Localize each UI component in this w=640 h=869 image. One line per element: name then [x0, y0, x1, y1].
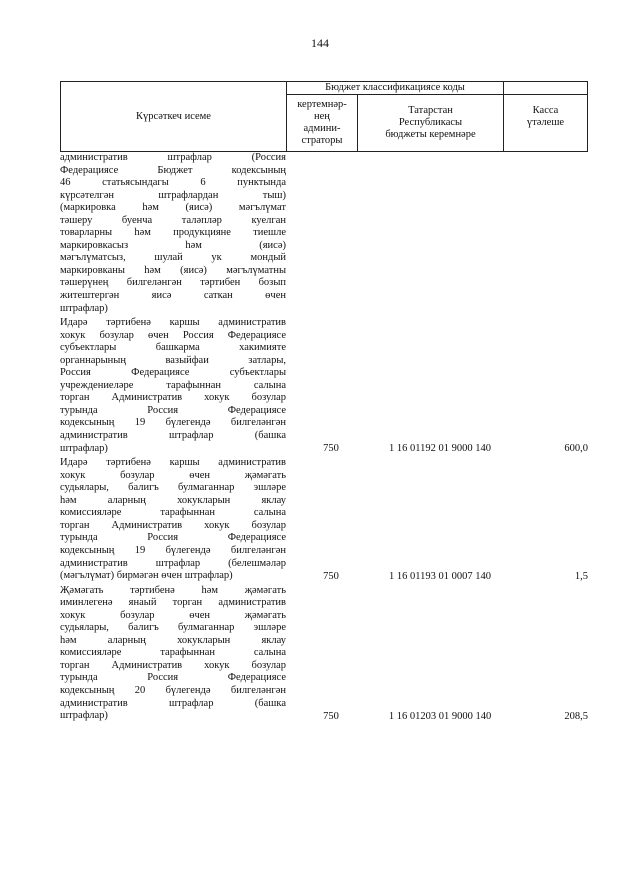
- table-row: [60, 457, 588, 584]
- indicator-name-line: кодексының 19 бүлегендә билгеләнгән: [60, 544, 286, 556]
- indicator-name-line: Җәмәгать тәртибенә һәм җәмәгать: [60, 584, 286, 596]
- indicator-name-line: һәм аларның хокукларын яклау: [60, 494, 286, 506]
- indicator-name-line: кодексының 20 бүлегендә билгеләнгән: [60, 684, 286, 696]
- indicator-name-line: Россия Федерациясе субъектлары: [60, 367, 286, 379]
- indicator-name: [60, 317, 286, 457]
- indicator-name-line: товарларны һәм продукцияне тиешле: [60, 227, 286, 239]
- indicator-name-line: административ штрафлар (башка: [60, 430, 286, 442]
- indicator-name-line: күрсәтелгән штрафлардан тыш): [60, 189, 286, 201]
- indicator-name-line: штрафлар): [60, 302, 108, 314]
- admin-code: 750: [323, 570, 339, 582]
- header-col-amount: Касса үтәлеше: [526, 104, 565, 128]
- indicator-name-line: иминлегенә янаый торган административ: [60, 597, 286, 609]
- indicator-name-line: субъектлары башкарма хакимияте: [60, 342, 286, 354]
- indicator-name-line: тәшеру буенча таләпләр куелган: [60, 214, 286, 226]
- indicator-name-line: кодексының 19 бүлегендә билгеләнгән: [60, 417, 286, 429]
- indicator-name-line: органнарының вазыйфаи затлары,: [60, 354, 286, 366]
- budget-revenue-code: 1 16 01192 01 9000 140: [389, 443, 491, 455]
- table-row: [60, 317, 588, 457]
- indicator-name-line: Федерациясе Бюджет кодексының: [60, 164, 286, 176]
- table-header: [60, 81, 588, 151]
- budget-revenue-code: 1 16 01203 01 9000 140: [388, 710, 492, 722]
- table-row: [60, 152, 588, 317]
- indicator-name-line: судьялары, балигъ булмаганнар эшләре: [60, 622, 286, 634]
- indicator-name-line: хокук бозулар өчен җәмәгать: [60, 469, 286, 481]
- indicator-name-line: учреждениеләре тарафыннан салына: [60, 379, 286, 391]
- header-group-title: Бюджет классификациясе коды: [325, 82, 465, 93]
- indicator-name-line: Идарә тәртибенә каршы административ: [60, 457, 286, 469]
- indicator-name-line: һәм аларның хокукларын яклау: [60, 634, 286, 646]
- indicator-name-line: торган Административ хокук бозулар: [60, 392, 286, 404]
- indicator-name-line: административ штрафлар (белешмәләр: [60, 557, 286, 569]
- indicator-name-line: маркировкасыз һәм (яисә): [60, 239, 286, 251]
- indicator-name-line: торган Административ хокук бозулар: [60, 659, 286, 671]
- indicator-name-line: (мәгълүмат) бирмәгән өчен штрафлар): [60, 570, 233, 582]
- budget-revenue-code: 1 16 01193 01 0007 140: [389, 570, 491, 582]
- indicator-name-line: комиссияләре тарафыннан салына: [60, 647, 286, 659]
- indicator-name-line: турында Россия Федерациясе: [60, 404, 286, 416]
- cash-execution-amount: 1,5: [574, 570, 588, 582]
- cash-execution-amount: 600,0: [564, 443, 588, 455]
- admin-code: 750: [323, 443, 339, 455]
- indicator-name-line: хокук бозулар өчен җәмәгать: [60, 609, 286, 621]
- indicator-name-line: штрафлар): [60, 710, 108, 722]
- header-col-name: Күрсәткеч исеме: [136, 110, 211, 122]
- indicator-name-line: судьялары, балигъ булмаганнар эшләре: [60, 482, 286, 494]
- header-col-budget: Татарстан Республикасы бюджеты керемнәре: [385, 105, 476, 140]
- cash-execution-amount: 208,5: [564, 710, 588, 722]
- indicator-name-line: 46 статьясындагы 6 пунктында: [60, 177, 286, 189]
- indicator-name-line: комиссияләре тарафыннан салына: [60, 507, 286, 519]
- table-row: [60, 585, 588, 725]
- indicator-name-line: тәшерүнең билгеләнгән тәртибен бозып: [60, 277, 286, 289]
- page-number: 144: [311, 36, 329, 50]
- header-right-border: [587, 81, 588, 152]
- indicator-name: [60, 152, 286, 317]
- indicator-name-line: житештергән яисә саткан өчен: [60, 290, 286, 302]
- indicator-name-line: Идарә тәртибенә каршы административ: [60, 317, 286, 329]
- indicator-name-line: мәгълүматсыз, шулай ук мондый: [60, 252, 286, 264]
- indicator-name-line: (маркировка һәм (яисә) мәгълүмат: [60, 202, 286, 214]
- indicator-name-line: административ штрафлар (башка: [60, 697, 286, 709]
- indicator-name-line: штрафлар): [60, 442, 108, 454]
- header-col-admin: кертемнәр- нең админи- страторы: [297, 99, 347, 146]
- indicator-name-line: административ штрафлар (Россия: [60, 152, 286, 163]
- indicator-name: [60, 457, 286, 584]
- indicator-name-line: торган Административ хокук бозулар: [60, 519, 286, 531]
- indicator-name-line: турында Россия Федерациясе: [60, 532, 286, 544]
- indicator-name-line: маркировканы һәм (яисә) мәгълүматны: [60, 264, 286, 276]
- indicator-name-line: хокук бозулар өчен Россия Федерациясе: [60, 329, 286, 341]
- table-body: [60, 152, 588, 725]
- indicator-name: [60, 585, 286, 725]
- indicator-name-line: турында Россия Федерациясе: [60, 672, 286, 684]
- admin-code: 750: [323, 710, 339, 722]
